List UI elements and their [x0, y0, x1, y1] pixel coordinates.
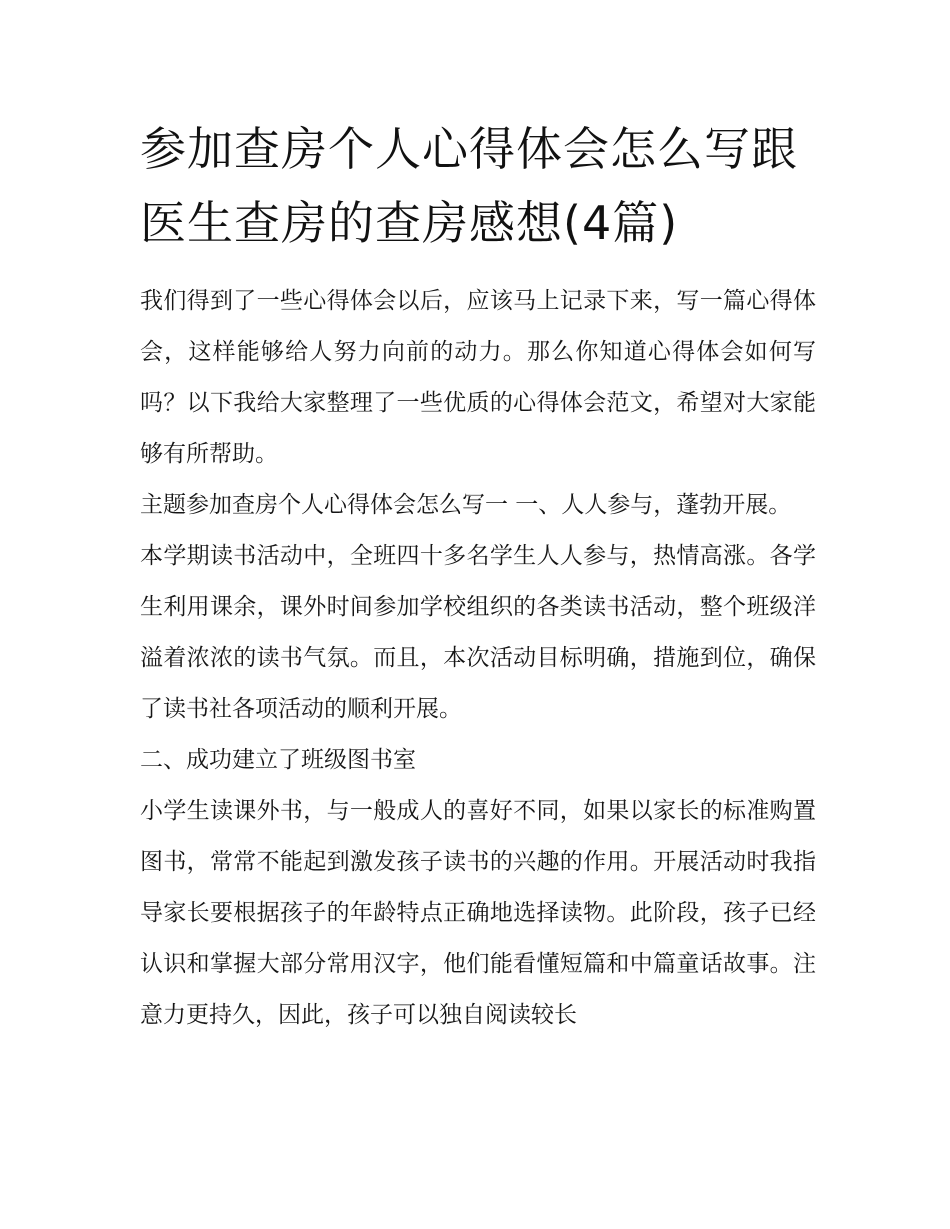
paragraph-class-library: 小学生读课外书，与一般成人的喜好不同，如果以家长的标准购置图书，常常不能起到激发孩子读书的兴趣的作用。开展活动时我指导家长要根据孩子的年龄特点正确地选择读物。此阶段，孩子已经认识和掌握大部分常用汉字，他们能看懂短篇和中篇童话故事。注意力更持久，因此，孩子可以独自阅读较长: [140, 798, 816, 1028]
document-title: 参加查房个人心得体会怎么写跟医生查房的查房感想(4篇): [140, 122, 798, 250]
paragraph-section-two-heading: 二、成功建立了班级图书室: [140, 747, 416, 773]
paragraph-intro: 我们得到了一些心得体会以后，应该马上记录下来，写一篇心得体会，这样能够给人努力向前的动力。那么你知道心得体会如何写吗？以下我给大家整理了一些优质的心得体会范文，希望对大家能够有所帮助。: [140, 288, 816, 467]
document-body: [140, 276, 816, 1041]
paragraph-reading-activity: 本学期读书活动中，全班四十多名学生人人参与，热情高涨。各学生利用课余，课外时间参加学校组织的各类读书活动，整个班级洋溢着浓浓的读书气氛。而且，本次活动目标明确，措施到位，确保了读书社各项活动的顺利开展。: [140, 543, 816, 722]
paragraph-section-one-heading: 主题参加查房个人心得体会怎么写一 一、人人参与，蓬勃开展。: [140, 492, 792, 518]
